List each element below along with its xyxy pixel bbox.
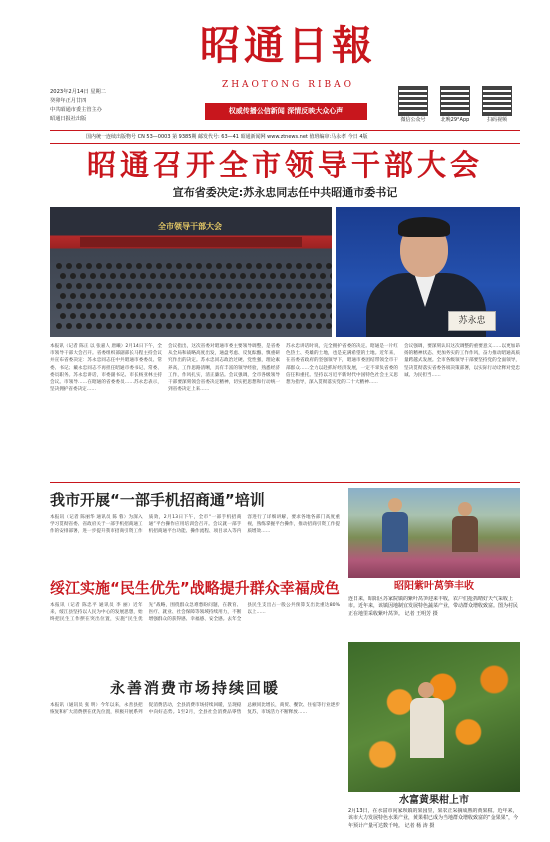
slogan-banner: 权威传播公信新闻 深情反映大众心声 [205, 103, 367, 120]
audience-member [176, 323, 182, 329]
audience-member [306, 283, 312, 289]
audience-member [206, 303, 212, 309]
audience-member [210, 273, 216, 279]
audience-member [90, 273, 96, 279]
audience-member [256, 323, 262, 329]
audience-member [250, 313, 256, 319]
audience-member [56, 283, 62, 289]
audience-member [96, 283, 102, 289]
audience-member [106, 323, 112, 329]
audience-member [286, 323, 292, 329]
audience-member [150, 293, 156, 299]
audience-member [200, 313, 206, 319]
audience-member [280, 273, 286, 279]
qr-wechat-label: 微信公众号 [400, 117, 426, 123]
photo1-caption: 连日来，昭阳区苏家院镇的紫叶莴笋迎来丰收，农户们抢抓晴好天气采收上市。近年来，该镇因地制宜发展特色蔬菜产业，带动群众增收致富。图为村民正在地里采收紫叶莴笋。 记者 王明芳 摄 [348, 596, 519, 617]
speaker-portrait-photo[interactable] [336, 207, 520, 337]
audience-member [140, 293, 146, 299]
audience-member [316, 323, 322, 329]
audience-member [76, 283, 82, 289]
audience-member [116, 323, 122, 329]
audience-member [190, 313, 196, 319]
lead-headline[interactable]: 昭通召开全市领导干部大会 [86, 148, 483, 182]
audience-member [120, 313, 126, 319]
audience-member [110, 293, 116, 299]
audience-member [86, 303, 92, 309]
audience-member [140, 273, 146, 279]
audience-member [130, 273, 136, 279]
audience-member [206, 283, 212, 289]
audience-member [276, 283, 282, 289]
lead-body-col2: 会议指出，这次省委对昭通市委主要领导调整，是省委从全局和战略高度出发，通盘考虑、反复酝酿、慎重研究作出的决定。苏永忠同志政治过硬、党性强，理论素养高，工作思路清晰，具有丰富的领导经验，熟悉经济工作，作风扎实，清正廉洁。会议强调，全市各级领导干部要深刻领会省委决定精神，切实把思想和行动统一到省委决定上来…… [168, 344, 280, 393]
audience-member [176, 263, 182, 269]
audience-member [316, 283, 322, 289]
audience-member [126, 263, 132, 269]
audience-member [56, 303, 62, 309]
audience-member [76, 303, 82, 309]
audience-member [256, 303, 262, 309]
audience-member [210, 293, 216, 299]
audience-member [80, 273, 86, 279]
citrus-harvest-photo[interactable] [348, 642, 520, 792]
audience-member [156, 263, 162, 269]
qr-video[interactable] [482, 86, 512, 123]
qr-code-icon [482, 86, 512, 116]
audience-member [70, 313, 76, 319]
audience-member [90, 313, 96, 319]
lead-body-col4: 会议强调，要深刻认识这次调整的重要意义……以更加昂扬的精神状态、更加务实的工作作风，奋力推动昭通高质量跨越式发展。全市各级领导干部要坚持党的全面领导，坚决贯彻落实省委各项决策部署，以实际行动诠释对党忠诚、为民担当…… [404, 344, 520, 378]
audience-member [306, 323, 312, 329]
audience-member [290, 293, 296, 299]
audience-member [110, 313, 116, 319]
audience-member [206, 263, 212, 269]
audience-member [256, 263, 262, 269]
audience-member [236, 283, 242, 289]
photo2-title: 水富黄果柑上市 [399, 795, 469, 806]
audience-member [156, 303, 162, 309]
audience-member [290, 313, 296, 319]
audience-member [246, 263, 252, 269]
audience-member [106, 283, 112, 289]
audience-member [136, 263, 142, 269]
photo1-title: 昭阳紫叶莴笋丰收 [394, 581, 474, 592]
audience-member [86, 283, 92, 289]
audience-member [130, 313, 136, 319]
audience-member [310, 313, 316, 319]
audience-member [136, 323, 142, 329]
audience-member [330, 273, 332, 279]
audience-member [120, 293, 126, 299]
audience-member [226, 263, 232, 269]
audience-member [70, 293, 76, 299]
audience-member [240, 273, 246, 279]
audience-member [196, 283, 202, 289]
photo2-caption: 2月13日，在水富市向家坝镇的果园里，果农正采摘成熟的黄果柑。近年来，该市大力发展特色水果产业，黄果柑已成为当地群众增收致富的“金果果”，今年预计产量可达数千吨。 记者 杨 涛 摄 [348, 808, 519, 829]
audience-member [280, 293, 286, 299]
audience-member [230, 273, 236, 279]
audience-member [310, 273, 316, 279]
audience-member [306, 263, 312, 269]
audience-member [320, 273, 326, 279]
audience-member [56, 323, 62, 329]
audience-member [296, 283, 302, 289]
audience-member [226, 303, 232, 309]
audience-member [196, 263, 202, 269]
audience-member [176, 283, 182, 289]
audience-member [286, 303, 292, 309]
audience-member [180, 313, 186, 319]
audience-member [306, 303, 312, 309]
audience-member [156, 323, 162, 329]
audience-member [226, 323, 232, 329]
audience-member [230, 293, 236, 299]
audience-member [266, 283, 272, 289]
audience-member [300, 313, 306, 319]
audience-member [126, 323, 132, 329]
audience-member [126, 283, 132, 289]
audience-member [60, 293, 66, 299]
audience-member [166, 263, 172, 269]
audience-member [216, 283, 222, 289]
audience-member [166, 283, 172, 289]
audience-member [80, 293, 86, 299]
audience-member [146, 303, 152, 309]
audience-member [280, 313, 286, 319]
audience-member [226, 283, 232, 289]
audience-member [116, 283, 122, 289]
issue-date-block [50, 88, 106, 124]
hair-shape [398, 217, 450, 237]
hall-banner-text: 全市领导干部大会 [158, 222, 222, 231]
qr-code-icon [440, 86, 470, 116]
audience-member [326, 263, 332, 269]
audience-member [150, 313, 156, 319]
audience-member [230, 313, 236, 319]
audience-member [136, 283, 142, 289]
audience-member [176, 303, 182, 309]
story4-body: 本报讯（通讯员 张 明）今年以来，永善县把恢复和扩大消费摆在优先位置，积极开展系列促消费活动，全县消费市场持续回暖，呈现稳中向好态势。1至2月，全县社会消费品零售总额同比增长，商贸、餐饮、住宿等行业逐步复苏，市场活力不断释放…… [50, 703, 340, 716]
audience-member [330, 313, 332, 319]
audience-member [90, 293, 96, 299]
audience-member [266, 323, 272, 329]
qr-app-label: 北晚29°App [440, 117, 470, 123]
audience-member [196, 303, 202, 309]
newspaper-logo: 昭通日報 [200, 22, 376, 69]
newspaper-pinyin: ZHAOTONG RIBAO [221, 80, 355, 90]
audience-member [160, 313, 166, 319]
audience-member [326, 323, 332, 329]
publisher-line: 中共昭通市委主管主办 [50, 107, 102, 113]
audience-member [260, 313, 266, 319]
audience-member [146, 263, 152, 269]
audience-member [286, 283, 292, 289]
qr-wechat[interactable] [398, 86, 428, 123]
audience-member [96, 263, 102, 269]
qr-video-label: 扫码视频 [486, 117, 507, 123]
audience-member [330, 293, 332, 299]
audience-member [296, 263, 302, 269]
audience-member [286, 263, 292, 269]
story4-headline[interactable]: 永善消费市场持续回暖 [109, 679, 280, 697]
worker-head-shape [388, 498, 402, 512]
audience-member [66, 303, 72, 309]
worker-body-shape [452, 516, 478, 552]
audience-member [266, 303, 272, 309]
audience-member [250, 293, 256, 299]
qr-code-icon [398, 86, 428, 116]
audience-member [116, 303, 122, 309]
audience-member [60, 273, 66, 279]
lettuce-harvest-photo[interactable] [348, 488, 520, 578]
audience-member [150, 273, 156, 279]
farmer-head-shape [418, 682, 434, 698]
audience-member [196, 323, 202, 329]
audience-member [190, 273, 196, 279]
audience-member [136, 303, 142, 309]
story3-body: 本报讯（记者 陈忠平 通讯员 李 丽）近年来，绥江县坚持以人民为中心的发展思想，始终把民生工作摆在突出位置，实施“民生优先”战略，围绕群众急难愁盼问题，在教育、医疗、就业、社会保障等领域持续用力，不断增强群众的获得感、幸福感、安全感。去年全县民生支出占一般公共预算支出比重达80%以上…… [50, 603, 340, 623]
audience-member [266, 263, 272, 269]
audience-member [130, 293, 136, 299]
audience-member [186, 303, 192, 309]
audience-member [86, 323, 92, 329]
audience-member [180, 293, 186, 299]
audience-member [96, 323, 102, 329]
audience-member [246, 283, 252, 289]
audience-member [60, 313, 66, 319]
audience-member [270, 293, 276, 299]
farmer-body-shape [410, 698, 444, 758]
audience-member [316, 303, 322, 309]
lead-subheadline: 宣布省委决定:苏永忠同志任中共昭通市委书记 [172, 186, 398, 199]
audience-member [316, 263, 322, 269]
audience-member [276, 303, 282, 309]
audience-member [260, 293, 266, 299]
issue-date: 2023年2月14日 星期二 [50, 89, 106, 95]
stage-table [80, 237, 302, 247]
audience-member [200, 293, 206, 299]
audience-member [270, 273, 276, 279]
audience-member [276, 263, 282, 269]
audience-member [240, 313, 246, 319]
audience-member [260, 273, 266, 279]
audience-member [146, 323, 152, 329]
lunar-date: 癸卯年正月廿四 [50, 98, 87, 104]
audience-member [106, 263, 112, 269]
audience-member [66, 323, 72, 329]
audience-member [66, 263, 72, 269]
audience-member [190, 293, 196, 299]
audience-member [120, 273, 126, 279]
audience-member [170, 313, 176, 319]
audience-member [206, 323, 212, 329]
audience-member [126, 303, 132, 309]
audience-member [100, 293, 106, 299]
audience-member [56, 263, 62, 269]
audience-member [116, 263, 122, 269]
audience-member [270, 313, 276, 319]
audience-member [300, 273, 306, 279]
audience-member [110, 273, 116, 279]
audience-member [246, 323, 252, 329]
audience-member [236, 303, 242, 309]
audience-member [160, 293, 166, 299]
audience-member [80, 313, 86, 319]
meeting-hall-photo[interactable] [50, 207, 332, 337]
audience-member [76, 263, 82, 269]
audience-member [326, 283, 332, 289]
audience-member [250, 273, 256, 279]
audience-member [156, 283, 162, 289]
audience-member [166, 323, 172, 329]
audience-member [220, 313, 226, 319]
audience-member [170, 293, 176, 299]
audience-member [310, 293, 316, 299]
audience-member [186, 263, 192, 269]
audience-member [200, 273, 206, 279]
lead-body-col1: 本报讯（记者 陈正 以 张嘉人 唐曦）2月14日下午，全市领导干部大会召开。省委组织部副部长马程主持会议并宣布省委决定：苏永忠同志任中共昭通市委委员、常委、书记；戴永忠同志不再担任昭通市委书记、常委、委员职务。苏永忠讲话，市委副书记、市长杨亚林主持会议。市领导……在昭通的省委委员……苏永忠表示，坚决拥护省委决定…… [50, 344, 162, 393]
audience-rows [50, 259, 332, 337]
audience-member [300, 293, 306, 299]
audience-member [290, 273, 296, 279]
story2-headline[interactable]: 我市开展“一部手机招商通”培训 [50, 491, 265, 509]
speaker-nameplate: 苏永忠 [448, 311, 496, 331]
audience-member [96, 303, 102, 309]
audience-member [186, 283, 192, 289]
audience-member [70, 273, 76, 279]
audience-member [86, 263, 92, 269]
audience-member [186, 323, 192, 329]
audience-member [216, 303, 222, 309]
worker-head-shape [458, 502, 472, 516]
audience-member [140, 313, 146, 319]
audience-member [240, 293, 246, 299]
story2-body: 本报讯（记者 陈丽华 通讯员 陈 蓉）为深入学习贯彻省委、省政府关于一部手机招商通工作的安排部署，进一步提升我市招商引资工作质效，2月13日下午，全市“一部手机招商通”平台操作应用培训会召开。会议就一部手机招商通平台功能、操作流程、项目录入等内容进行了详细讲解，要求各地各部门高度重视，熟练掌握平台操作，推动招商引资工作提质增效…… [50, 515, 340, 535]
audience-member [246, 303, 252, 309]
audience-member [256, 283, 262, 289]
audience-member [106, 303, 112, 309]
audience-member [66, 283, 72, 289]
audience-member [296, 303, 302, 309]
audience-member [216, 263, 222, 269]
audience-member [160, 273, 166, 279]
worker-body-shape [382, 512, 408, 552]
story3-headline[interactable]: 绥江实施“民生优先”战略提升群众幸福成色 [50, 579, 340, 597]
audience-member [220, 293, 226, 299]
section-divider [50, 482, 520, 483]
audience-member [76, 323, 82, 329]
audience-member [326, 303, 332, 309]
audience-member [236, 263, 242, 269]
audience-member [180, 273, 186, 279]
audience-member [276, 323, 282, 329]
audience-member [296, 323, 302, 329]
audience-member [220, 273, 226, 279]
publisher-name: 昭通日报社出版 [50, 116, 87, 122]
audience-member [166, 303, 172, 309]
audience-member [170, 273, 176, 279]
publication-info-bar: 国内统一连续出版物号 CN 53—0003 第 9385期 邮发代号: 63—41 昭通新闻网 www.ztnews.net 值班编审:马永孝 今日 4版 [50, 130, 520, 144]
audience-member [320, 293, 326, 299]
audience-member [100, 313, 106, 319]
audience-member [320, 313, 326, 319]
audience-member [210, 313, 216, 319]
lead-body-col3: 苏永忠讲话时说，完全拥护省委的决定。昭通是一片红色热土、英雄的土地，也是充满希望的土地。近年来，在省委省政府的坚强领导下，昭通市委团结带领全市干部群众……全力以赴抓好经济发展，一定不辜负省委的信任和重托。坚持以习近平新时代中国特色社会主义思想为指导，深入贯彻落实党的二十大精神…… [286, 344, 398, 386]
audience-member [236, 323, 242, 329]
audience-member [100, 273, 106, 279]
audience-member [216, 323, 222, 329]
qr-app[interactable] [440, 86, 470, 123]
audience-member [146, 283, 152, 289]
